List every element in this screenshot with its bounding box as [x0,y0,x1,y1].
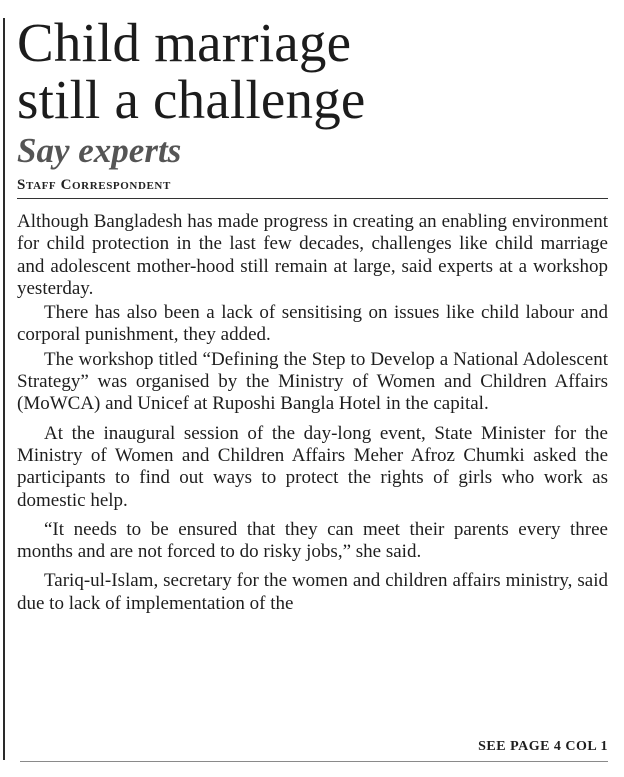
continued-jump-line: SEE PAGE 4 COL 1 [478,739,608,754]
paragraph-6: Tariq-ul-Islam, secretary for the women and children affairs ministry, said due to lack of implementation of the [17,570,608,614]
byline-divider [17,198,608,199]
column-left-rule [3,18,5,760]
paragraph-2: There has also been a lack of sensitising on issues like child labour and corporal punishment, they added. [17,302,608,346]
paragraph-4: At the inaugural session of the day-long event, State Minister for the Ministry of Women and Children Affairs Meher Afroz Chumki asked the participants to find out ways to protect the rights of girls who work as domestic help. [17,422,608,511]
headline-line-1: Child marriage [17,12,352,73]
news-article [17,14,608,617]
article-body [17,211,608,615]
column-bottom-rule [20,761,608,762]
headline [17,14,608,128]
headline-line-2: still a challenge [17,69,366,130]
paragraph-5: “It needs to be ensured that they can meet their parents every three months and are not forced to do risky jobs,” she said. [17,518,608,563]
byline: Staff Correspondent [17,177,171,193]
paragraph-1: Although Bangladesh has made progress in creating an enabling environment for child protection in the last few decades, challenges like child marriage and adolescent mother-hood still remain at large, said experts at a workshop yesterday. [17,211,608,299]
subheadline: Say experts [17,131,182,170]
paragraph-3: The workshop titled “Defining the Step to Develop a National Adolescent Strategy” was organised by the Ministry of Women and Children Affairs (MoWCA) and Unicef at Ruposhi Bangla Hotel in the capital. [17,348,608,415]
